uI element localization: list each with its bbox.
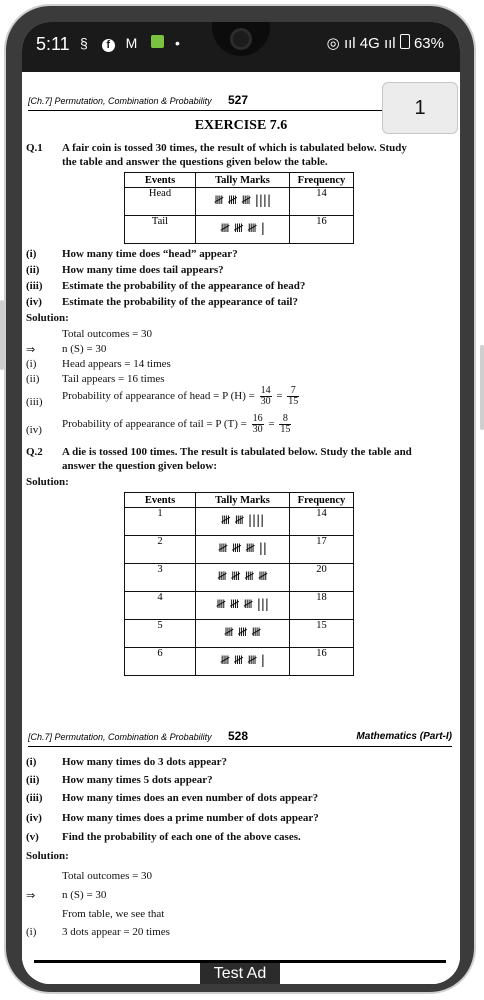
- q1-ns: n (S) = 30: [62, 343, 107, 355]
- q1-part-num: (iii): [26, 280, 43, 292]
- dot-icon: •: [175, 35, 183, 51]
- q1-part-text: How many time does tail appears?: [62, 264, 224, 276]
- q1-text-line1: A fair coin is tossed 30 times, the result of which is tabulated below. Study: [62, 142, 407, 154]
- event-cell: 4: [125, 592, 196, 620]
- denominator: 30: [260, 396, 271, 407]
- q2-from-table: From table, we see that: [62, 908, 165, 920]
- denominator: 30: [252, 424, 263, 435]
- frequency-cell: 18: [290, 592, 354, 620]
- q2-part-num: (iv): [26, 812, 42, 824]
- denominator: 15: [288, 396, 299, 407]
- fraction: [287, 386, 299, 407]
- prob-head-text: Probability of appearance of head = P (H) =: [62, 390, 255, 403]
- q2-part-num: (v): [26, 831, 39, 843]
- page-indicator-badge[interactable]: 1: [382, 82, 458, 134]
- q1-number: Q.1: [26, 142, 43, 154]
- phone-screen: [22, 22, 460, 984]
- numerator: 16: [252, 413, 263, 424]
- frequency-cell: 17: [290, 536, 354, 564]
- table-header: Events: [125, 493, 196, 508]
- die-tally-table: [124, 492, 354, 676]
- table-header: Frequency: [290, 493, 354, 508]
- battery-icon: [400, 34, 410, 49]
- q1-text-line2: the table and answer the questions given below the table.: [62, 156, 328, 168]
- battery-level: 63%: [413, 35, 444, 52]
- numerator: 8: [279, 414, 291, 425]
- implies-symbol: ⇒: [26, 890, 36, 902]
- q1-total: Total outcomes = 30: [62, 328, 153, 340]
- q1-part-num: (ii): [26, 264, 40, 276]
- tally-cell: 𝍸 𝍸 𝍸 |||: [196, 592, 290, 620]
- q1-part-num: (iv): [26, 296, 42, 308]
- ad-banner[interactable]: [22, 954, 460, 984]
- q2-part-num: (iii): [26, 792, 43, 804]
- event-cell: 6: [125, 648, 196, 676]
- page-header-528: [28, 728, 452, 747]
- table-header: Tally Marks: [196, 173, 290, 188]
- q1-prob-num: (iii): [26, 396, 43, 408]
- exercise-title: EXERCISE 7.6: [194, 118, 288, 133]
- q2-part-num: (ii): [26, 774, 40, 786]
- frequency-cell: 14: [290, 188, 354, 216]
- tally-cell: 𝍸 𝍸 𝍸 |: [196, 648, 290, 676]
- event-cell: 3: [125, 564, 196, 592]
- q2-part-text: Find the probability of each one of the above cases.: [62, 831, 301, 843]
- numerator: 14: [260, 385, 271, 396]
- q1-ans-num: (ii): [26, 373, 40, 385]
- tally-cell: 𝍸 𝍸 𝍸: [196, 620, 290, 648]
- event-cell: 5: [125, 620, 196, 648]
- q2-part-text: How many times does a prime number of dots appear?: [62, 812, 319, 824]
- q1-part-num: (i): [26, 248, 37, 260]
- q1-part-text: Estimate the probability of the appearance of head?: [62, 280, 306, 292]
- q1-ans-text: Tail appears = 16 times: [62, 373, 165, 385]
- equals-sign: =: [276, 390, 283, 403]
- hotspot-icon: ◎: [326, 35, 340, 52]
- frequency-cell: 14: [290, 508, 354, 536]
- event-cell: Tail: [125, 216, 196, 244]
- sim-icon: §: [80, 35, 91, 51]
- fraction: [260, 386, 272, 407]
- q1-ans-num: (i): [26, 358, 37, 370]
- q2-text-line2: answer the question given below:: [62, 460, 218, 472]
- q2-part-text: How many times do 3 dots appear?: [62, 756, 228, 768]
- subject-label: Mathematics (Part-I): [356, 731, 452, 742]
- ad-label[interactable]: Test Ad: [200, 963, 280, 984]
- signal-status: [327, 34, 444, 52]
- chapter-label: [Ch.7] Permutation, Combination & Probability: [28, 732, 212, 742]
- frequency-cell: 20: [290, 564, 354, 592]
- event-cell: 1: [125, 508, 196, 536]
- q2-solution-label-2: Solution:: [26, 850, 69, 862]
- tally-cell: 𝍸 𝍸 𝍸 ||||: [196, 188, 290, 216]
- document-viewer[interactable]: [22, 72, 460, 984]
- page-number: 528: [228, 729, 249, 743]
- signal-text: ııl 4G ııl: [343, 35, 396, 52]
- q2-ans-num: (i): [26, 926, 37, 938]
- q2-part-text: How many times 5 dots appear?: [62, 774, 213, 786]
- camera-icon: [230, 28, 252, 50]
- q2-total: Total outcomes = 30: [62, 870, 153, 882]
- tally-cell: 𝍸 𝍸 ||||: [196, 508, 290, 536]
- table-header: Tally Marks: [196, 493, 290, 508]
- q1-part-text: How many time does “head” appear?: [62, 248, 238, 260]
- notification-icons: [80, 35, 187, 52]
- frequency-cell: 15: [290, 620, 354, 648]
- status-bar: [22, 22, 460, 72]
- q2-ans-text: 3 dots appear = 20 times: [62, 926, 170, 938]
- prob-tail-line: [62, 414, 293, 435]
- q1-part-text: Estimate the probability of the appearance of tail?: [62, 296, 298, 308]
- tally-cell: 𝍸 𝍸 𝍸 |: [196, 216, 290, 244]
- tally-cell: 𝍸 𝍸 𝍸 ||: [196, 536, 290, 564]
- q2-number: Q.2: [26, 446, 43, 458]
- facebook-icon: f: [102, 39, 115, 52]
- app-icon: [151, 35, 164, 48]
- q2-ns: n (S) = 30: [62, 889, 107, 901]
- numerator: 7: [287, 386, 299, 397]
- chapter-label: [Ch.7] Permutation, Combination & Probability: [28, 96, 212, 106]
- page-number: 527: [228, 93, 249, 107]
- fraction: [252, 414, 264, 435]
- event-cell: 2: [125, 536, 196, 564]
- q1-solution-label: Solution:: [26, 312, 69, 324]
- equals-sign: =: [268, 418, 275, 431]
- q2-part-text: How many times does an even number of dots appear?: [62, 792, 319, 804]
- status-time: 5:11: [36, 34, 70, 54]
- event-cell: Head: [125, 188, 196, 216]
- q2-solution-label: Solution:: [26, 476, 69, 488]
- table-header: Events: [125, 173, 196, 188]
- prob-head-line: [62, 386, 301, 407]
- prob-tail-text: Probability of appearance of tail = P (T) =: [62, 418, 247, 431]
- volume-button: [480, 345, 484, 430]
- q1-ans-text: Head appears = 14 times: [62, 358, 171, 370]
- tally-cell: 𝍸 𝍸 𝍸 𝍸: [196, 564, 290, 592]
- table-header: Frequency: [290, 173, 354, 188]
- q2-text-line1: A die is tossed 100 times. The result is tabulated below. Study the table and: [62, 446, 412, 458]
- implies-symbol: ⇒: [26, 344, 36, 356]
- fraction: [279, 414, 291, 435]
- denominator: 15: [280, 424, 291, 435]
- gmail-icon: M: [125, 35, 141, 51]
- frequency-cell: 16: [290, 648, 354, 676]
- q2-part-num: (i): [26, 756, 37, 768]
- frequency-cell: 16: [290, 216, 354, 244]
- q1-prob-num: (iv): [26, 424, 42, 436]
- coin-tally-table: [124, 172, 354, 244]
